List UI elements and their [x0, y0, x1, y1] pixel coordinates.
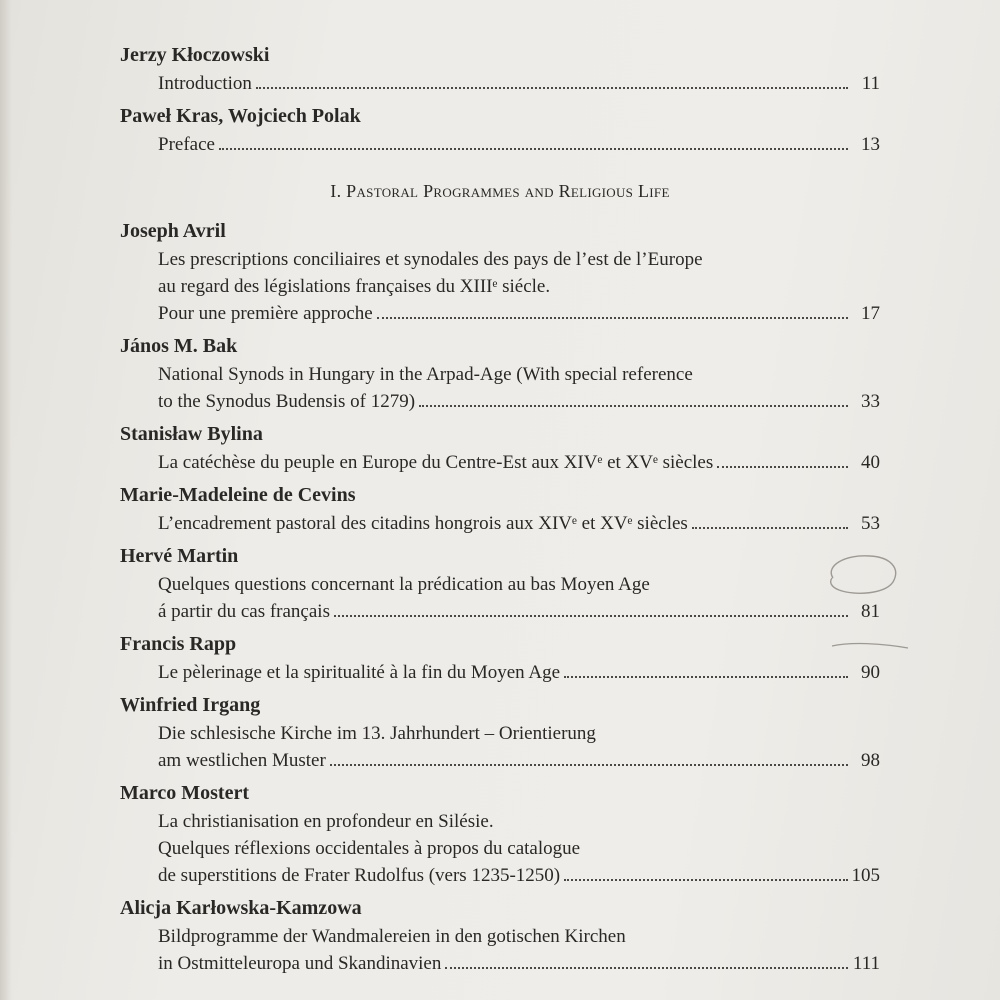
entry-title-line [158, 747, 880, 774]
page-number: 13 [861, 134, 880, 155]
entry-title-text: Preface [158, 134, 215, 155]
page-number: 40 [861, 452, 880, 473]
leader-dots [219, 148, 848, 150]
leader-dots [334, 615, 848, 617]
page-number: 111 [852, 953, 880, 974]
entry-title-line [158, 131, 880, 158]
leader-dots [377, 317, 848, 319]
entry-title-line [158, 659, 880, 686]
entry-title-line: Quelques questions concernant la prédication au bas Moyen Age [158, 574, 650, 595]
section-entries [120, 216, 880, 977]
toc-entry [120, 629, 880, 686]
toc-entry [120, 480, 880, 537]
entry-title-line [158, 388, 880, 415]
entry-title-line [158, 70, 880, 97]
entry-title-text: am westlichen Muster [158, 750, 326, 771]
entry-title-line: Les prescriptions conciliaires et synodales des pays de l’est de l’Europe [158, 249, 703, 270]
entry-title-line [158, 300, 880, 327]
entry-author: Stanisław Bylina [120, 423, 263, 445]
entry-author: Hervé Martin [120, 545, 239, 567]
entry-author: Marco Mostert [120, 782, 250, 804]
entry-title-line: La christianisation en profondeur en Silésie. [158, 811, 494, 832]
entry-title-line: Bildprogramme der Wandmalereien in den gotischen Kirchen [158, 926, 626, 947]
leader-dots [419, 405, 848, 407]
entry-author: Paweł Kras, Wojciech Polak [120, 105, 361, 127]
section-heading: I. Pastoral Programmes and Religious Life [330, 181, 670, 201]
entry-title-line [158, 510, 880, 537]
entry-title-line: Quelques réflexions occidentales à propos du catalogue [158, 838, 581, 859]
leader-dots [564, 879, 847, 881]
entry-title-text: de superstitions de Frater Rudolfus (vers 1235-1250) [158, 865, 561, 886]
toc-entry [120, 40, 880, 97]
entry-title-text: Introduction [158, 73, 252, 94]
page-number: 90 [861, 662, 880, 683]
entry-title-line [158, 862, 880, 889]
toc-entry [120, 101, 880, 158]
entry-title-text: L’encadrement pastoral des citadins hongrois aux XIVᵉ et XVᵉ siècles [158, 513, 688, 534]
toc-entry [120, 331, 880, 415]
toc-entry [120, 216, 880, 327]
toc-entry [120, 541, 880, 625]
page-number: 11 [861, 73, 880, 94]
entry-title-line [158, 449, 880, 476]
entry-title-line [158, 598, 880, 625]
entry-author: Joseph Avril [120, 220, 226, 242]
page-number: 105 [851, 865, 880, 886]
entry-author: Alicja Karłowska-Kamzowa [120, 897, 362, 919]
entry-title-line: au regard des législations françaises du XIIIᵉ siécle. [158, 276, 551, 297]
leader-dots [564, 676, 848, 678]
entry-author: Jerzy Kłoczowski [120, 44, 270, 66]
toc-entry [120, 690, 880, 774]
leader-dots [717, 466, 848, 468]
toc-entry [120, 778, 880, 889]
leader-dots [256, 87, 848, 89]
leader-dots [330, 764, 848, 766]
table-of-contents [120, 40, 880, 981]
page-spine-shadow [0, 0, 12, 1000]
entry-title-text: á partir du cas français [158, 601, 330, 622]
page-number: 81 [861, 601, 880, 622]
page-number: 53 [861, 513, 880, 534]
entry-author: Winfried Irgang [120, 694, 261, 716]
entry-title-line [158, 950, 880, 977]
entry-title-line: National Synods in Hungary in the Arpad-Age (With special reference [158, 364, 693, 385]
entry-title-line: Die schlesische Kirche im 13. Jahrhundert – Orientierung [158, 723, 596, 744]
entry-author: János M. Bak [120, 335, 238, 357]
leader-dots [692, 527, 848, 529]
toc-entry [120, 419, 880, 476]
page-number: 98 [861, 750, 880, 771]
entry-title-text: La catéchèse du peuple en Europe du Centre-Est aux XIVᵉ et XVᵉ siècles [158, 452, 714, 473]
front-matter-entries [120, 40, 880, 158]
page-number: 33 [861, 391, 880, 412]
entry-title-text: Le pèlerinage et la spiritualité à la fin du Moyen Age [158, 662, 561, 683]
entry-author: Marie-Madeleine de Cevins [120, 484, 356, 506]
entry-title-text: Pour une première approche [158, 303, 373, 324]
leader-dots [445, 967, 848, 969]
entry-author: Francis Rapp [120, 633, 237, 655]
entry-title-text: to the Synodus Budensis of 1279) [158, 391, 416, 412]
page-number: 17 [861, 303, 880, 324]
entry-title-text: in Ostmitteleuropa und Skandinavien [158, 953, 442, 974]
toc-entry [120, 893, 880, 977]
